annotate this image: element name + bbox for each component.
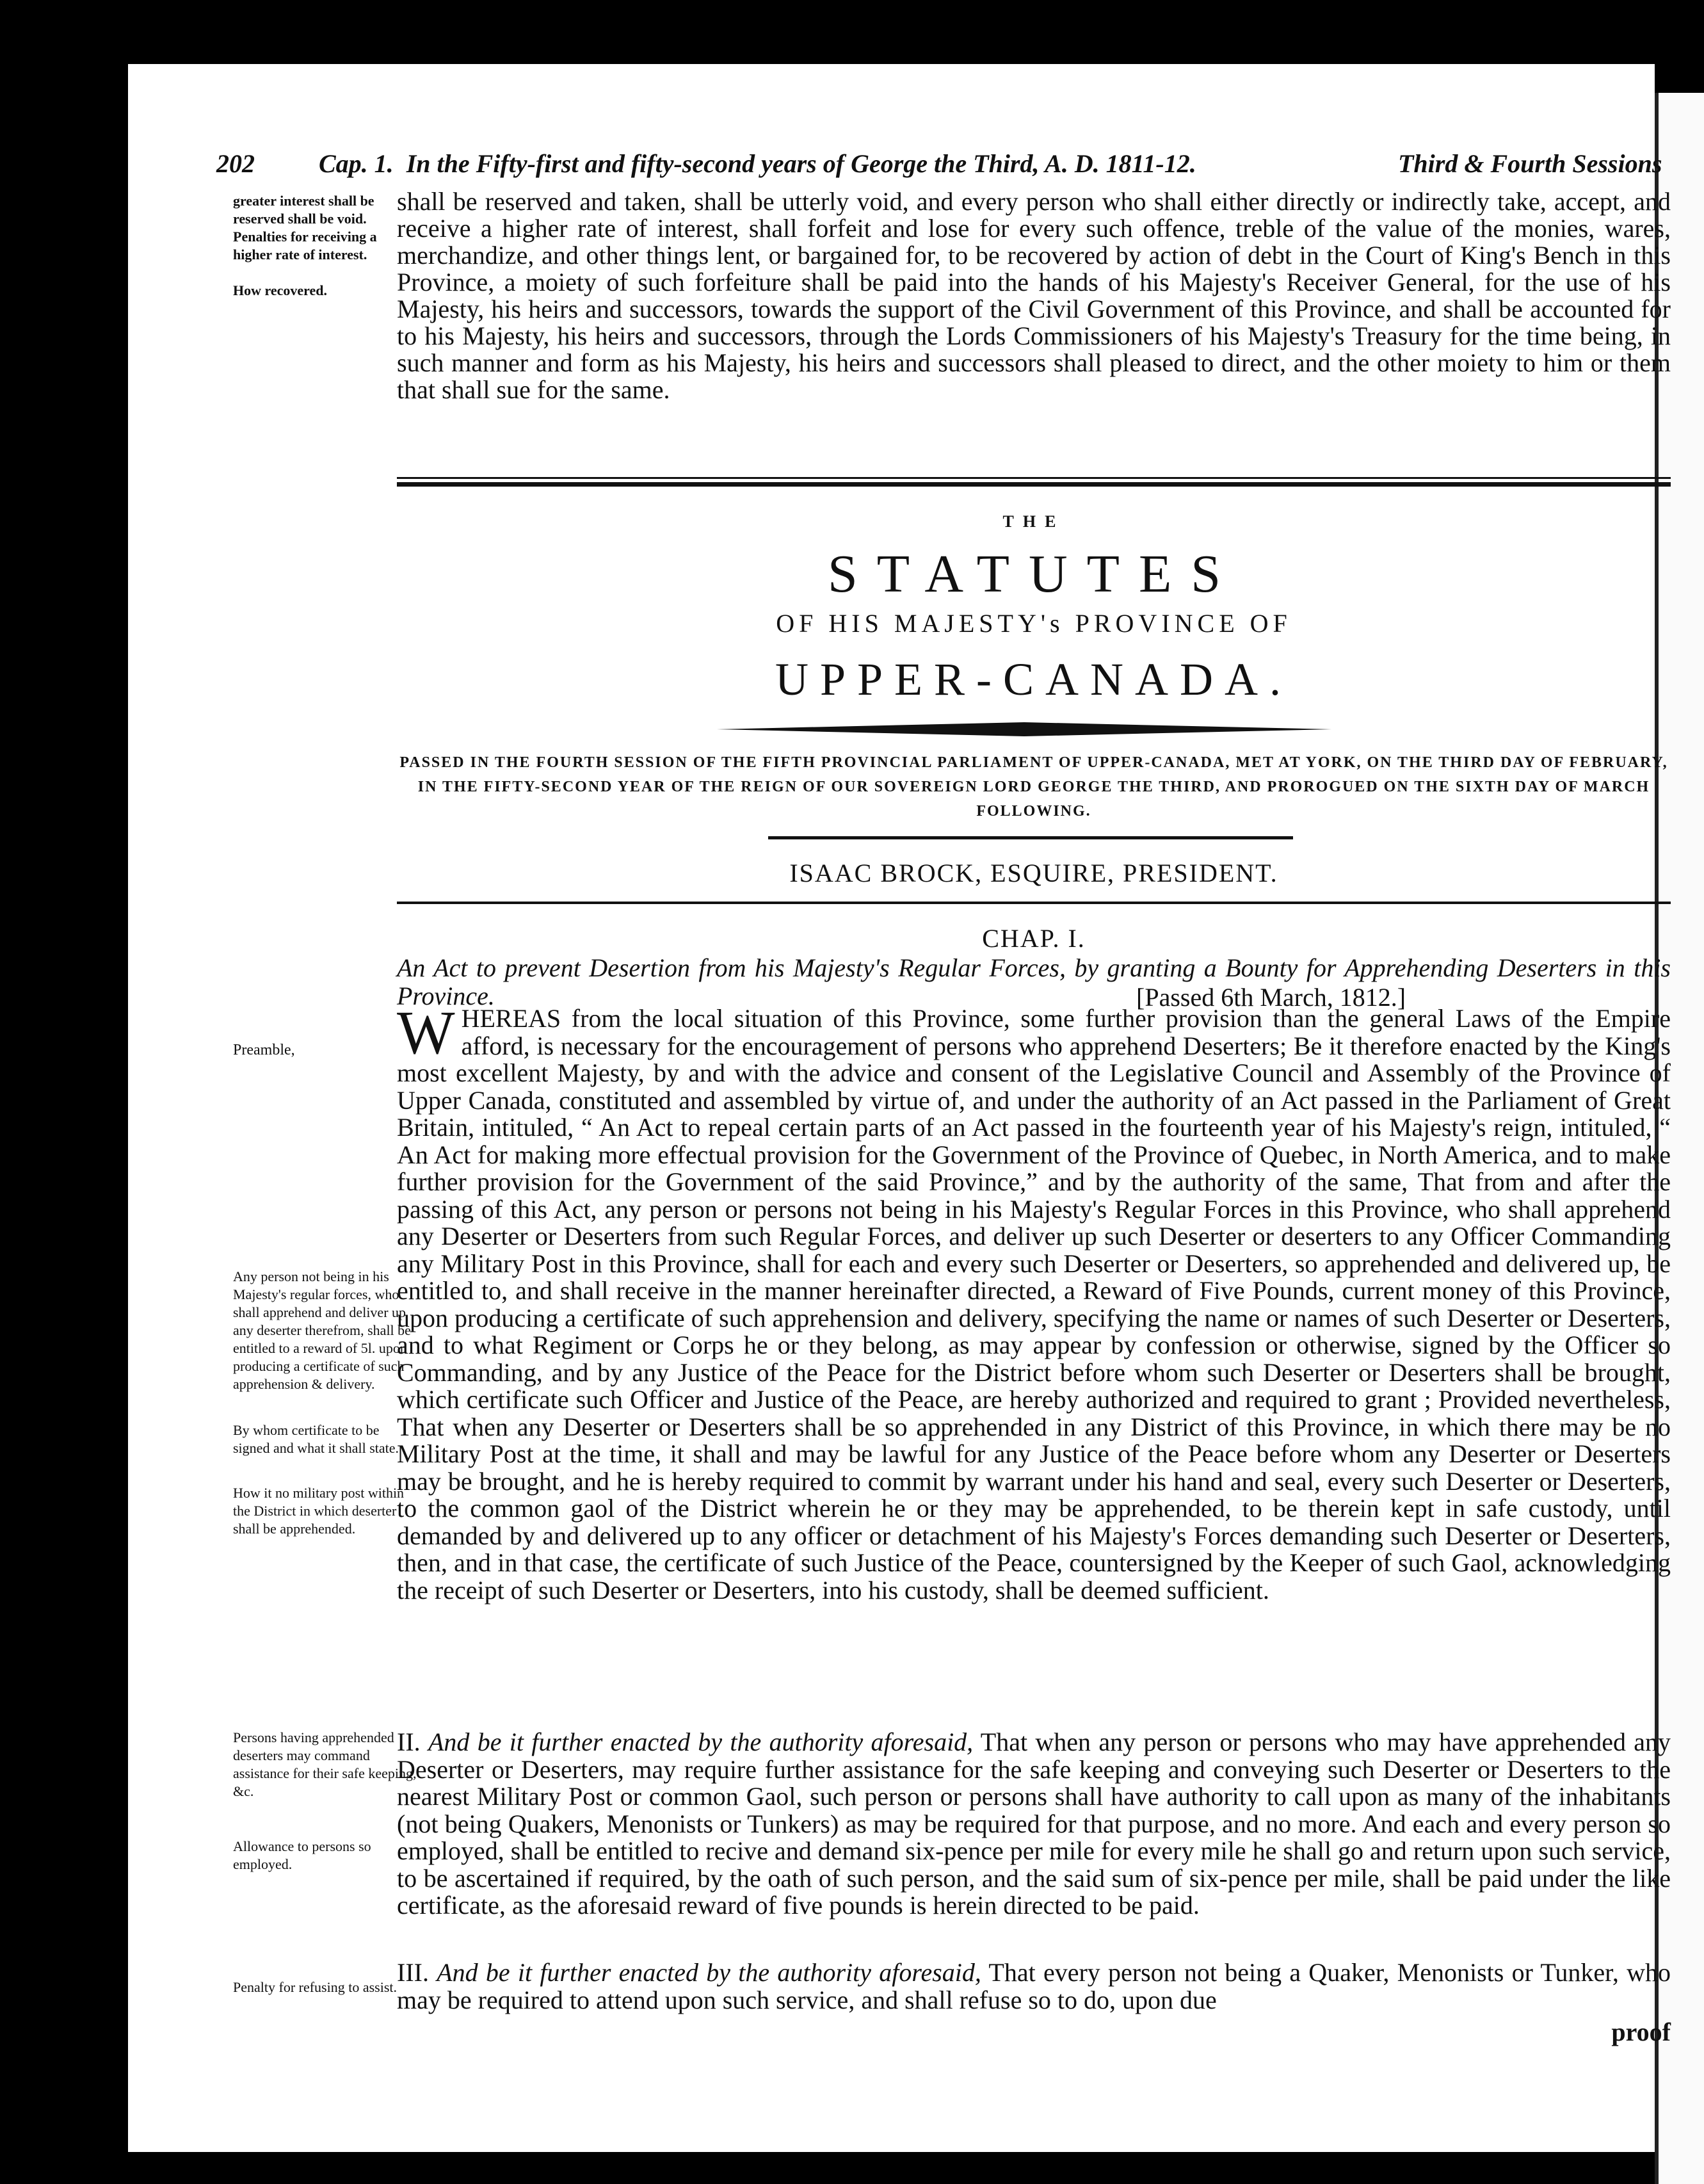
margin-note-no-post: How it no military post within the District in which deserter shall be apprehended. — [233, 1485, 405, 1537]
section-2-number: II. — [397, 1727, 421, 1756]
drop-cap: W — [397, 998, 455, 1067]
margin-note-interest-void: greater interest shall be reserved shall be void. — [233, 193, 374, 227]
continuation-paragraph: shall be reserved and taken, shall be utterly void, and every person who shall either directly or indirectly take, accept, and receive a higher rate of interest, shall forfeit and lose for every such offence, treble of the value of the monies, wares, merchandize, and other things lent, or bargained for, to be recovered by action of debt in the Court of King's Bench in this Province, a moiety of such forfeiture shall be paid into the hands of his Majesty's Receiver General, for the use of his Majesty, his heirs and successors, towards the support of the Civil Government of this Province, and shall be accounted for to his Majesty, his heirs and successors, through the Lords Commissioners of his Majesty's Treasury for the time being, in such manner and form as his Majesty, his heirs and successors shall pleased to direct, and the other moiety to him or them that shall sue for the same. — [397, 187, 1671, 404]
margin-note-assistance: Persons having apprehended deserters may command assistance for their safe keeping, &c. — [233, 1729, 417, 1799]
section-3-text: That every person not being a Quaker, Menonists or Tunker, who may be required to attend upon such service, and shall refuse so to do, upon due — [397, 1958, 1671, 2014]
title-statutes: STATUTES — [828, 544, 1240, 604]
president-line: ISAAC BROCK, ESQUIRE, PRESIDENT. — [789, 859, 1278, 887]
tapered-rule — [717, 722, 1331, 736]
page-number: 202 — [216, 149, 255, 178]
section-2-paragraph — [397, 1729, 1671, 1920]
divider-rule-thin — [397, 477, 1671, 479]
header-session: Third & Fourth Sessions — [1398, 149, 1662, 178]
section-2-text: That when any person or persons who may have apprehended any Deserter or Deserters, may require further assistance for the safe keeping and conveying such Deserter or Deserters to the nearest Military Post or common Gaol, such person or persons shall have authority to call upon as many of the inhabitants (not being Quakers, Menonists or Tunkers) as may be required for that purpose, and no more. And each and every person so employed, shall be entitled to recive and demand six-pence per mile for every mile he shall go and return upon such service, to be ascertained if required, by the oath of such person, and the said sum of six-pence per mile, shall be paid under the like certificate, as the aforesaid reward of five pounds is herein directed to be paid. — [397, 1727, 1671, 1920]
margin-note-penalties: Penalties for receiving a higher rate of interest. — [233, 229, 377, 263]
margin-note-how-recovered: How recovered. — [233, 282, 328, 298]
title-upper-canada: UPPER-CANADA. — [775, 654, 1293, 705]
chapter-heading: CHAP. I. — [982, 924, 1086, 953]
section-2-lead: And be it further enacted by the authority aforesaid, — [428, 1727, 974, 1756]
divider-rule-thick — [397, 482, 1671, 487]
margin-note-allowance: Allowance to persons so employed. — [233, 1838, 371, 1872]
passed-date: [Passed 6th March, 1812.] — [1136, 983, 1406, 1012]
margin-note-certificate: By whom certificate to be signed and what it shall state. — [233, 1422, 399, 1456]
running-header — [216, 149, 1676, 179]
margin-note-penalty-refusing: Penalty for refusing to assist. — [233, 1979, 398, 1995]
document-page — [128, 64, 1671, 2152]
title-the: THE — [1002, 512, 1065, 531]
header-title: In the Fifty-first and fifty-second years of George the Third, A. D. 1811-12. — [406, 149, 1196, 178]
title-province-of: OF HIS MAJESTY's PROVINCE OF — [776, 609, 1292, 638]
preamble-text: HEREAS from the local situation of this Province, some further provision than the general Laws of the Empire afford, is necessary for the encouragement of persons who apprehend Deserters; Be it therefore enacted by the King's most excellent Majesty, by and with the advice and consent of the Legislative Council and Assembly of the Province of Upper Canada, constituted and assembled by virtue of, and under the authority of an Act passed in the Parliament of Great Britain, intituled, “ An Act to repeal certain parts of an Act passed in the fourteenth year of his Majesty's reign, intituled, “ An Act for making more effectual provision for the Government of the Province of Quebec, in North America, and to make further provision for the Government of the said Province,” and by the authority of the same, That from and after the passing of this Act, any person or persons not being in his Majesty's Regular Forces in this Province, who shall apprehend any Deserter or Deserters from such Regular Forces, and deliver up such Deserter or deserters to any Officer Commanding any Military Post in this Province, shall for each and every such Deserter or Deserters, so apprehended and delivered up, be entitled to, and shall receive in the manner hereinafter directed, a Reward of Five Pounds, current money of this Province, upon producing a certificate of such apprehension and delivery, specifying the name or names of such Deserter or Deserters, and to what Regiment or Corps he or they belong, as may appear by confession or otherwise, signed by the Officer so Commanding, and by any Justice of the Peace for the District before whom such Deserter or Deserters shall be brought, which certificate such Officer and Justice of the Peace, are hereby authorized and required to grant ; Provided nevertheless, That when any Deserter or Deserters shall be so apprehended in any District of this Province, in which there may be no Military Post at the time, it shall and may be lawful for any Justice of the Peace before whom any Deserter or Deserters may be brought, and he is hereby required to commit by warrant under his hand and seal, every such Deserter or Deserters, to the common gaol of the District wherein he or they may be apprehended, to be therein kept in safe custody, until demanded by and delivered up to any officer or detachment of his Majesty's Forces demanding such Deserter or Deserters, then, and in that case, the certificate of such Justice of the Peace, countersigned by the Keeper of such Gaol, acknowledging the receipt of such Deserter or Deserters, into his custody, shall be deemed sufficient. — [397, 1004, 1671, 1605]
section-3-number: III. — [397, 1958, 429, 1987]
short-rule — [768, 836, 1293, 839]
chapter-reference: Cap. 1. — [319, 149, 394, 178]
passed-statement: PASSED IN THE FOURTH SESSION OF THE FIFTH PROVINCIAL PARLIAMENT OF UPPER-CANADA, MET AT YORK, ON THE THIRD DAY OF FEBRUARY, IN THE FIFTY-SECOND YEAR OF THE REIGN OF OUR SOVEREIGN LORD GEORGE THE THIRD, AND PROROGUED ON THE SIXTH DAY OF MARCH FOLLOWING. — [399, 754, 1668, 820]
section-3-paragraph — [397, 1959, 1671, 2014]
margin-note-reward: Any person not being in his Majesty's regular forces, who shall apprehend and deliver up any deserter therefrom, shall be entitled to a reward of 5l. upon producing a certificate of such apprehension & delivery. — [233, 1268, 411, 1392]
preamble-paragraph — [397, 998, 1671, 1605]
catchword: proof — [1611, 2018, 1671, 2046]
divider-rule-chapter — [397, 902, 1671, 904]
section-3-lead: And be it further enacted by the authority aforesaid, — [437, 1958, 981, 1987]
margin-note-preamble: Preamble, — [233, 1042, 295, 1058]
act-title: An Act to prevent Desertion from his Majesty's Regular Forces, by granting a Bounty for Apprehending Deserters in this Province. — [397, 953, 1671, 1010]
